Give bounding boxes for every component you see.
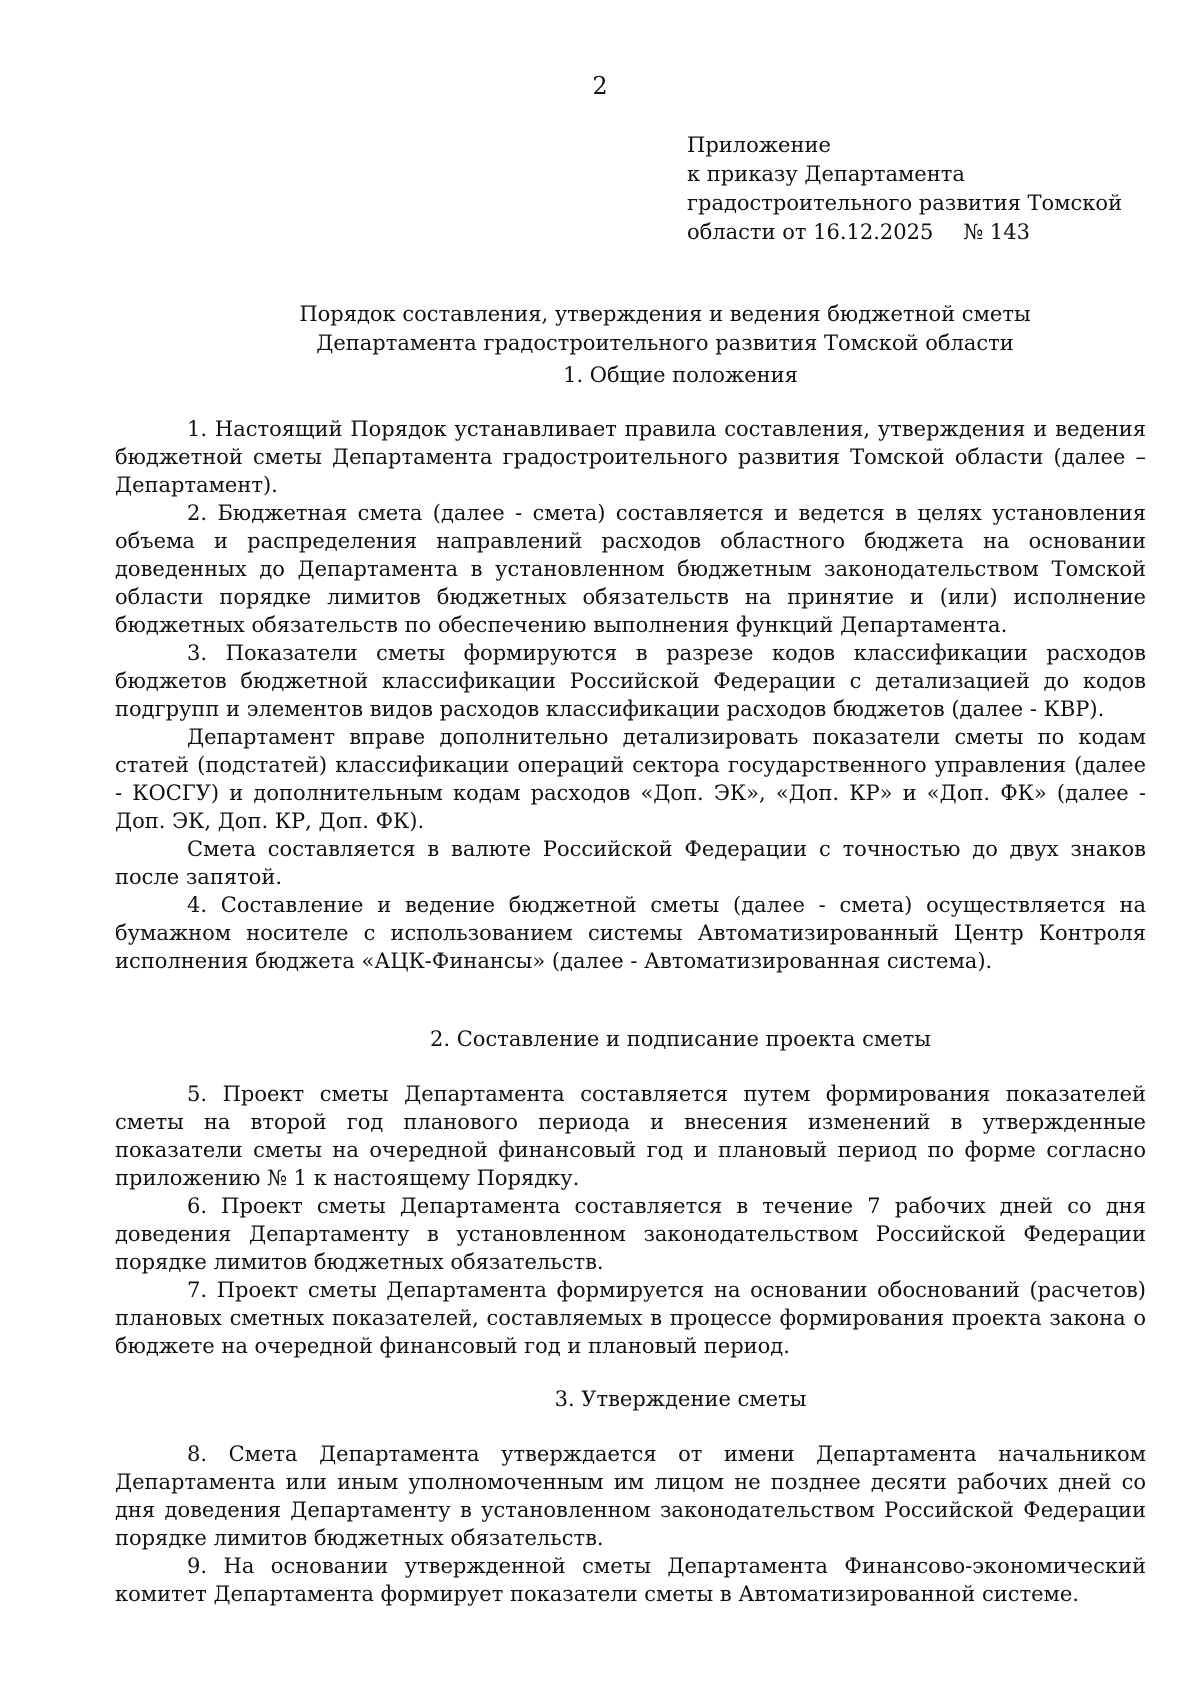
paragraph: 6. Проект сметы Департамента составляется в течение 7 рабочих дней со дня доведения Департаменту в установленном законодательством Российской Федерации порядке лимитов бюджетных обязательств. — [115, 1194, 1146, 1274]
section-3-body — [115, 1440, 1146, 1608]
paragraph: 7. Проект сметы Департамента формируется на основании обоснований (расчетов) плановых сметных показателей, составляемых в процессе формирования проекта закона о бюджете на очередной финансовый год и плановый период. — [115, 1278, 1146, 1358]
appendix-line-3: градостроительного развития Томской — [687, 191, 1123, 215]
section-2-body — [115, 1080, 1146, 1360]
section-3 — [115, 1385, 1146, 1413]
paragraph: 1. Настоящий Порядок устанавливает правила составления, утверждения и ведения бюджетной сметы Департамента градостроительного развития Томской области (далее – Департамент). — [115, 417, 1146, 497]
appendix-order-number: № 143 — [963, 220, 1031, 244]
paragraph: Смета составляется в валюте Российской Федерации с точностью до двух знаков после запятой. — [115, 837, 1146, 889]
section-heading: 1. Общие положения — [563, 363, 798, 387]
title-line-1: Порядок составления, утверждения и ведения бюджетной сметы — [299, 302, 1031, 326]
paragraph: 5. Проект сметы Департамента составляется путем формирования показателей сметы на второй год планового периода и внесения изменений в утвержденные показатели сметы на очередной финансовый год и плановый период по форме согласно приложению № 1 к настоящему Порядку. — [115, 1082, 1146, 1190]
paragraph: 3. Показатели сметы формируются в разрезе кодов классификации расходов бюджетов бюджетной классификации Российской Федерации с детализацией до кодов подгрупп и элементов видов расходов классификации расходов бюджетов (далее - КВР). — [115, 641, 1146, 721]
section-1 — [115, 361, 1146, 389]
paragraph: 8. Смета Департамента утверждается от имени Департамента начальником Департамента или иным уполномоченным им лицом не позднее десяти рабочих дней со дня доведения Департаменту в установленном законодательством Российской Федерации порядке лимитов бюджетных обязательств. — [115, 1442, 1146, 1550]
appendix-block — [687, 131, 1123, 247]
appendix-line-2: к приказу Департамента — [687, 162, 965, 186]
appendix-line-4 — [687, 218, 1107, 247]
paragraph: Департамент вправе дополнительно детализировать показатели сметы по кодам статей (подстатей) классификации операций сектора государственного управления (далее - КОСГУ) и дополнительным кодам расходов «Доп. ЭК», «Доп. КР» и «Доп. ФК» (далее - Доп. ЭК, Доп. КР, Доп. ФК). — [115, 725, 1146, 833]
section-1-body — [115, 415, 1146, 975]
section-2 — [115, 1025, 1146, 1053]
section-heading: 3. Утверждение сметы — [554, 1387, 807, 1411]
appendix-date: области от 16.12.2025 — [687, 220, 934, 244]
document-title — [250, 300, 1080, 358]
paragraph: 9. На основании утвержденной сметы Департамента Финансово-экономический комитет Департамента формирует показатели сметы в Автоматизированной системе. — [115, 1554, 1146, 1606]
section-heading: 2. Составление и подписание проекта сметы — [430, 1027, 931, 1051]
appendix-line-1: Приложение — [687, 133, 831, 157]
paragraph: 2. Бюджетная смета (далее - смета) составляется и ведется в целях установления объема и распределения направлений расходов областного бюджета на основании доведенных до Департамента в установленном бюджетным законодательством Томской области порядке лимитов бюджетных обязательств на принятие и (или) исполнение бюджетных обязательств по обеспечению выполнения функций Департамента. — [115, 501, 1146, 637]
paragraph: 4. Составление и ведение бюджетной сметы (далее - смета) осуществляется на бумажном носителе с использованием системы Автоматизированный Центр Контроля исполнения бюджета «АЦК-Финансы» (далее - Автоматизированная система). — [115, 893, 1146, 973]
page-number: 2 — [592, 72, 608, 100]
title-line-2: Департамента градостроительного развития Томской области — [316, 331, 1014, 355]
